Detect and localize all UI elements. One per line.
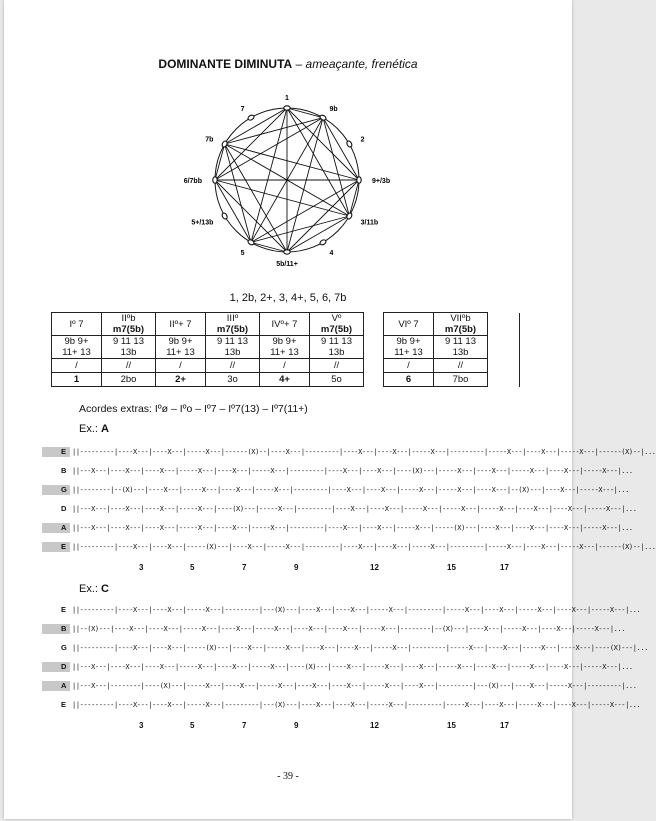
chord-table-cell: / bbox=[52, 359, 102, 373]
circle-node bbox=[213, 177, 217, 183]
string-name: E bbox=[61, 605, 67, 614]
chord-table-cell: 2+ bbox=[156, 373, 206, 387]
circle-node bbox=[346, 140, 353, 148]
chord-table-cell: // bbox=[206, 359, 260, 373]
circle-node bbox=[221, 212, 228, 220]
chord-table-cell bbox=[364, 313, 384, 336]
tab-string-line bbox=[42, 465, 633, 477]
tab-sequence: ||---X---|----X---|----X---|-----X---|----X---|-----X---|---------|----X---|----X---|-----X---|-----(X)---|----X---|----X---|----X---|-----X---|... bbox=[72, 524, 633, 532]
example-c-key: C bbox=[101, 583, 109, 595]
example-a-prefix: Ex.: bbox=[79, 423, 98, 435]
title-main: DOMINANTE DIMINUTA bbox=[158, 57, 293, 71]
circle-label: 2 bbox=[360, 136, 365, 144]
tab-string-line bbox=[42, 623, 626, 635]
string-name: G bbox=[61, 643, 67, 652]
circle-node bbox=[319, 239, 327, 246]
string-name: D bbox=[61, 662, 67, 671]
circle-node bbox=[221, 140, 228, 148]
title-separator: – bbox=[292, 57, 306, 71]
circle-connection-line bbox=[287, 118, 323, 252]
string-name: E bbox=[61, 700, 67, 709]
tab-sequence: ||---X---|--------|----(X)---|-----X---|----X---|-----X---|----X---|----X---|-----X---|----X---|---------|---(X)---|----X---|-----X---|---------|... bbox=[72, 682, 637, 690]
tab-string-line bbox=[42, 680, 637, 692]
page-number: - 39 - bbox=[277, 771, 299, 782]
chord-table-cell: IIº+ 7 bbox=[156, 313, 206, 336]
circle-connection-line bbox=[251, 180, 359, 242]
string-name: A bbox=[61, 681, 67, 690]
chord-table-cell: / bbox=[384, 359, 434, 373]
chord-table-cell: 9 11 13 13b bbox=[310, 336, 364, 359]
interval-circle-diagram bbox=[179, 92, 399, 272]
scale-formula: 1, 2b, 2+, 3, 4+, 5, 6, 7b bbox=[229, 292, 347, 304]
tab-sequence: ||---X---|----X---|----X---|-----X---|----X---|-----X---|----(X)---|----X---|-----X---|----X---|-----X---|----X---|-----X---|----X---|-----X---|... bbox=[72, 663, 633, 671]
chord-table-cell: // bbox=[434, 359, 488, 373]
circle-label: 4 bbox=[329, 249, 334, 257]
fret-number: 9 bbox=[294, 563, 299, 572]
fret-number: 3 bbox=[139, 721, 144, 730]
chord-table-cell: IVº+ 7 bbox=[260, 313, 310, 336]
circle-label: 5 bbox=[240, 249, 245, 257]
chord-table-cell bbox=[364, 359, 384, 373]
chord-table-cell: / bbox=[156, 359, 206, 373]
string-name: E bbox=[61, 447, 67, 456]
chord-table-cell: 4+ bbox=[260, 373, 310, 387]
chord-table-cell: 5o bbox=[310, 373, 364, 387]
circle-connection-line bbox=[287, 108, 349, 216]
chord-table-cell: Vº m7(5b) bbox=[310, 313, 364, 336]
circle-label: 1 bbox=[285, 95, 289, 102]
circle-node bbox=[284, 106, 290, 110]
fret-number: 7 bbox=[242, 721, 247, 730]
chord-table-cell: 9b 9+ 11+ 13 bbox=[260, 336, 310, 359]
string-name: E bbox=[61, 542, 67, 551]
tab-sequence: ||---------|----X---|----X---|-----(X)---|----X---|-----X---|----X---|----X---|-----X---|---------|-----X---|----X---|-----X---|----X---|----(X)---|... bbox=[72, 644, 648, 652]
page-title bbox=[4, 57, 572, 71]
fret-number: 17 bbox=[500, 563, 509, 572]
chord-table-cell: / bbox=[260, 359, 310, 373]
circle-label: 9+/3b bbox=[372, 178, 391, 185]
fret-number: 12 bbox=[370, 721, 379, 730]
fret-number: 5 bbox=[190, 721, 195, 730]
chord-table bbox=[51, 312, 520, 387]
tab-sequence: ||--(X)---|----X---|----X---|-----X---|----X---|-----X---|----X---|----X---|-----X---|--------|--(X)---|----X---|-----X---|----X---|-----X---|... bbox=[72, 625, 626, 633]
tab-sequence: ||---------|----X---|----X---|-----X---|---------|---(X)---|----X---|----X---|-----X---|---------|-----X---|----X---|-----X---|----X---|-----X---|... bbox=[72, 606, 641, 614]
fret-number: 9 bbox=[294, 721, 299, 730]
chord-table-cell: 7bo bbox=[434, 373, 488, 387]
circle-label: 5b/11+ bbox=[276, 261, 298, 268]
fret-number: 5 bbox=[190, 563, 195, 572]
circle-label: 6/7bb bbox=[183, 178, 202, 185]
tab-string-line bbox=[42, 503, 637, 515]
chord-table-cell: VIIºb m7(5b) bbox=[434, 313, 488, 336]
circle-node bbox=[284, 250, 290, 254]
tab-sequence: ||---------|----X---|----X---|-----(X)---|----X---|-----X---|---------|----X---|----X---|-----X---|---------|-----X---|----X---|-----X---|------(X)--|... bbox=[72, 543, 656, 551]
fret-number: 12 bbox=[370, 563, 379, 572]
tab-sequence: ||--------|--(X)---|----X---|-----X---|----X---|-----X---|---------|----X---|----X---|-----X---|-----X---|----X---|--(X)---|----X---|-----X---|... bbox=[72, 486, 629, 494]
fret-number: 15 bbox=[447, 563, 456, 572]
tab-string-line bbox=[42, 484, 629, 496]
fret-number: 3 bbox=[139, 563, 144, 572]
circle-connection-line bbox=[251, 108, 287, 242]
circle-node bbox=[357, 177, 361, 183]
fret-number: 15 bbox=[447, 721, 456, 730]
circle-node bbox=[346, 212, 353, 220]
chord-table-cell: 9b 9+ 11+ 13 bbox=[384, 336, 434, 359]
tab-string-line bbox=[42, 699, 641, 711]
chord-table-cell bbox=[364, 373, 384, 387]
example-a-key: A bbox=[101, 423, 109, 435]
string-name: B bbox=[61, 466, 67, 475]
chord-table-cell bbox=[488, 373, 520, 387]
chord-table-cell bbox=[488, 359, 520, 373]
chord-table-row bbox=[52, 313, 520, 336]
circle-node bbox=[247, 239, 255, 246]
chord-table-cell: IIºb m7(5b) bbox=[102, 313, 156, 336]
tab-string-line bbox=[42, 446, 656, 458]
circle-label: 7b bbox=[205, 136, 214, 144]
string-name: B bbox=[61, 624, 67, 633]
tab-sequence: ||---X---|----X---|----X---|-----X---|----(X)---|-----X---|---------|----X---|----X---|-----X---|-----X---|-----X---|----X---|----X---|-----X---|... bbox=[72, 505, 637, 513]
tab-string-line bbox=[42, 661, 633, 673]
chord-table-cell: 9 11 13 13b bbox=[102, 336, 156, 359]
extra-chords: Acordes extras: Iºø – Iºo – Iº7 – Iº7(13) – Iº7(11+) bbox=[79, 403, 308, 415]
example-a-label bbox=[79, 423, 109, 435]
circle-label: 7 bbox=[240, 106, 245, 114]
chord-table-cell bbox=[488, 336, 520, 359]
chord-table-row bbox=[52, 373, 520, 387]
chord-table-cell: VIº 7 bbox=[384, 313, 434, 336]
circle-node bbox=[319, 114, 327, 121]
circle-connection-line bbox=[225, 144, 359, 180]
circle-label: 9b bbox=[329, 106, 338, 114]
chord-table-cell: // bbox=[310, 359, 364, 373]
string-name: G bbox=[61, 485, 67, 494]
circle-connection-line bbox=[215, 118, 323, 180]
circle-label: 3/11b bbox=[360, 219, 379, 227]
chord-table-row bbox=[52, 359, 520, 373]
circle-connection-line bbox=[215, 180, 349, 216]
chord-table-cell: 1 bbox=[52, 373, 102, 387]
string-name: D bbox=[61, 504, 67, 513]
chord-table-cell: 6 bbox=[384, 373, 434, 387]
circle-label: 5+/13b bbox=[191, 219, 214, 227]
tab-string-line bbox=[42, 642, 648, 654]
tab-sequence: ||---X---|----X---|----X---|-----X---|----X---|-----X---|---------|----X---|----X---|----(X)---|-----X---|----X---|-----X---|----X---|-----X---|... bbox=[72, 467, 633, 475]
chord-table-cell: 9b 9+ 11+ 13 bbox=[156, 336, 206, 359]
tab-sequence: ||---------|----X---|----X---|-----X---|------(X)--|----X---|---------|----X---|----X---|-----X---|---------|-----X---|----X---|-----X---|------(X)--|... bbox=[72, 448, 656, 456]
chord-table-cell: IIIº m7(5b) bbox=[206, 313, 260, 336]
tab-string-line bbox=[42, 541, 656, 553]
title-subtitle: ameaçante, frenética bbox=[305, 57, 418, 71]
chord-table-cell: 9 11 13 13b bbox=[206, 336, 260, 359]
fret-number: 17 bbox=[500, 721, 509, 730]
tab-string-line bbox=[42, 604, 641, 616]
tab-string-line bbox=[42, 522, 633, 534]
page bbox=[4, 0, 656, 819]
chord-table-cell: 9 11 13 13b bbox=[434, 336, 488, 359]
chord-table-cell bbox=[488, 313, 520, 336]
chord-table-cell: Iº 7 bbox=[52, 313, 102, 336]
chord-table-cell: // bbox=[102, 359, 156, 373]
fret-number: 7 bbox=[242, 563, 247, 572]
chord-table-cell bbox=[364, 336, 384, 359]
string-name: A bbox=[61, 523, 67, 532]
chord-table-cell: 9b 9+ 11+ 13 bbox=[52, 336, 102, 359]
example-c-prefix: Ex.: bbox=[79, 583, 98, 595]
chord-table-row bbox=[52, 336, 520, 359]
chord-table-cell: 2bo bbox=[102, 373, 156, 387]
circle-connection-line bbox=[225, 144, 287, 252]
example-c-label bbox=[79, 583, 109, 595]
tab-sequence: ||---------|----X---|----X---|-----X---|---------|---(X)---|----X---|----X---|-----X---|---------|-----X---|----X---|-----X---|----X---|-----X---|... bbox=[72, 701, 641, 709]
circle-node bbox=[247, 114, 255, 121]
chord-table-cell: 3o bbox=[206, 373, 260, 387]
